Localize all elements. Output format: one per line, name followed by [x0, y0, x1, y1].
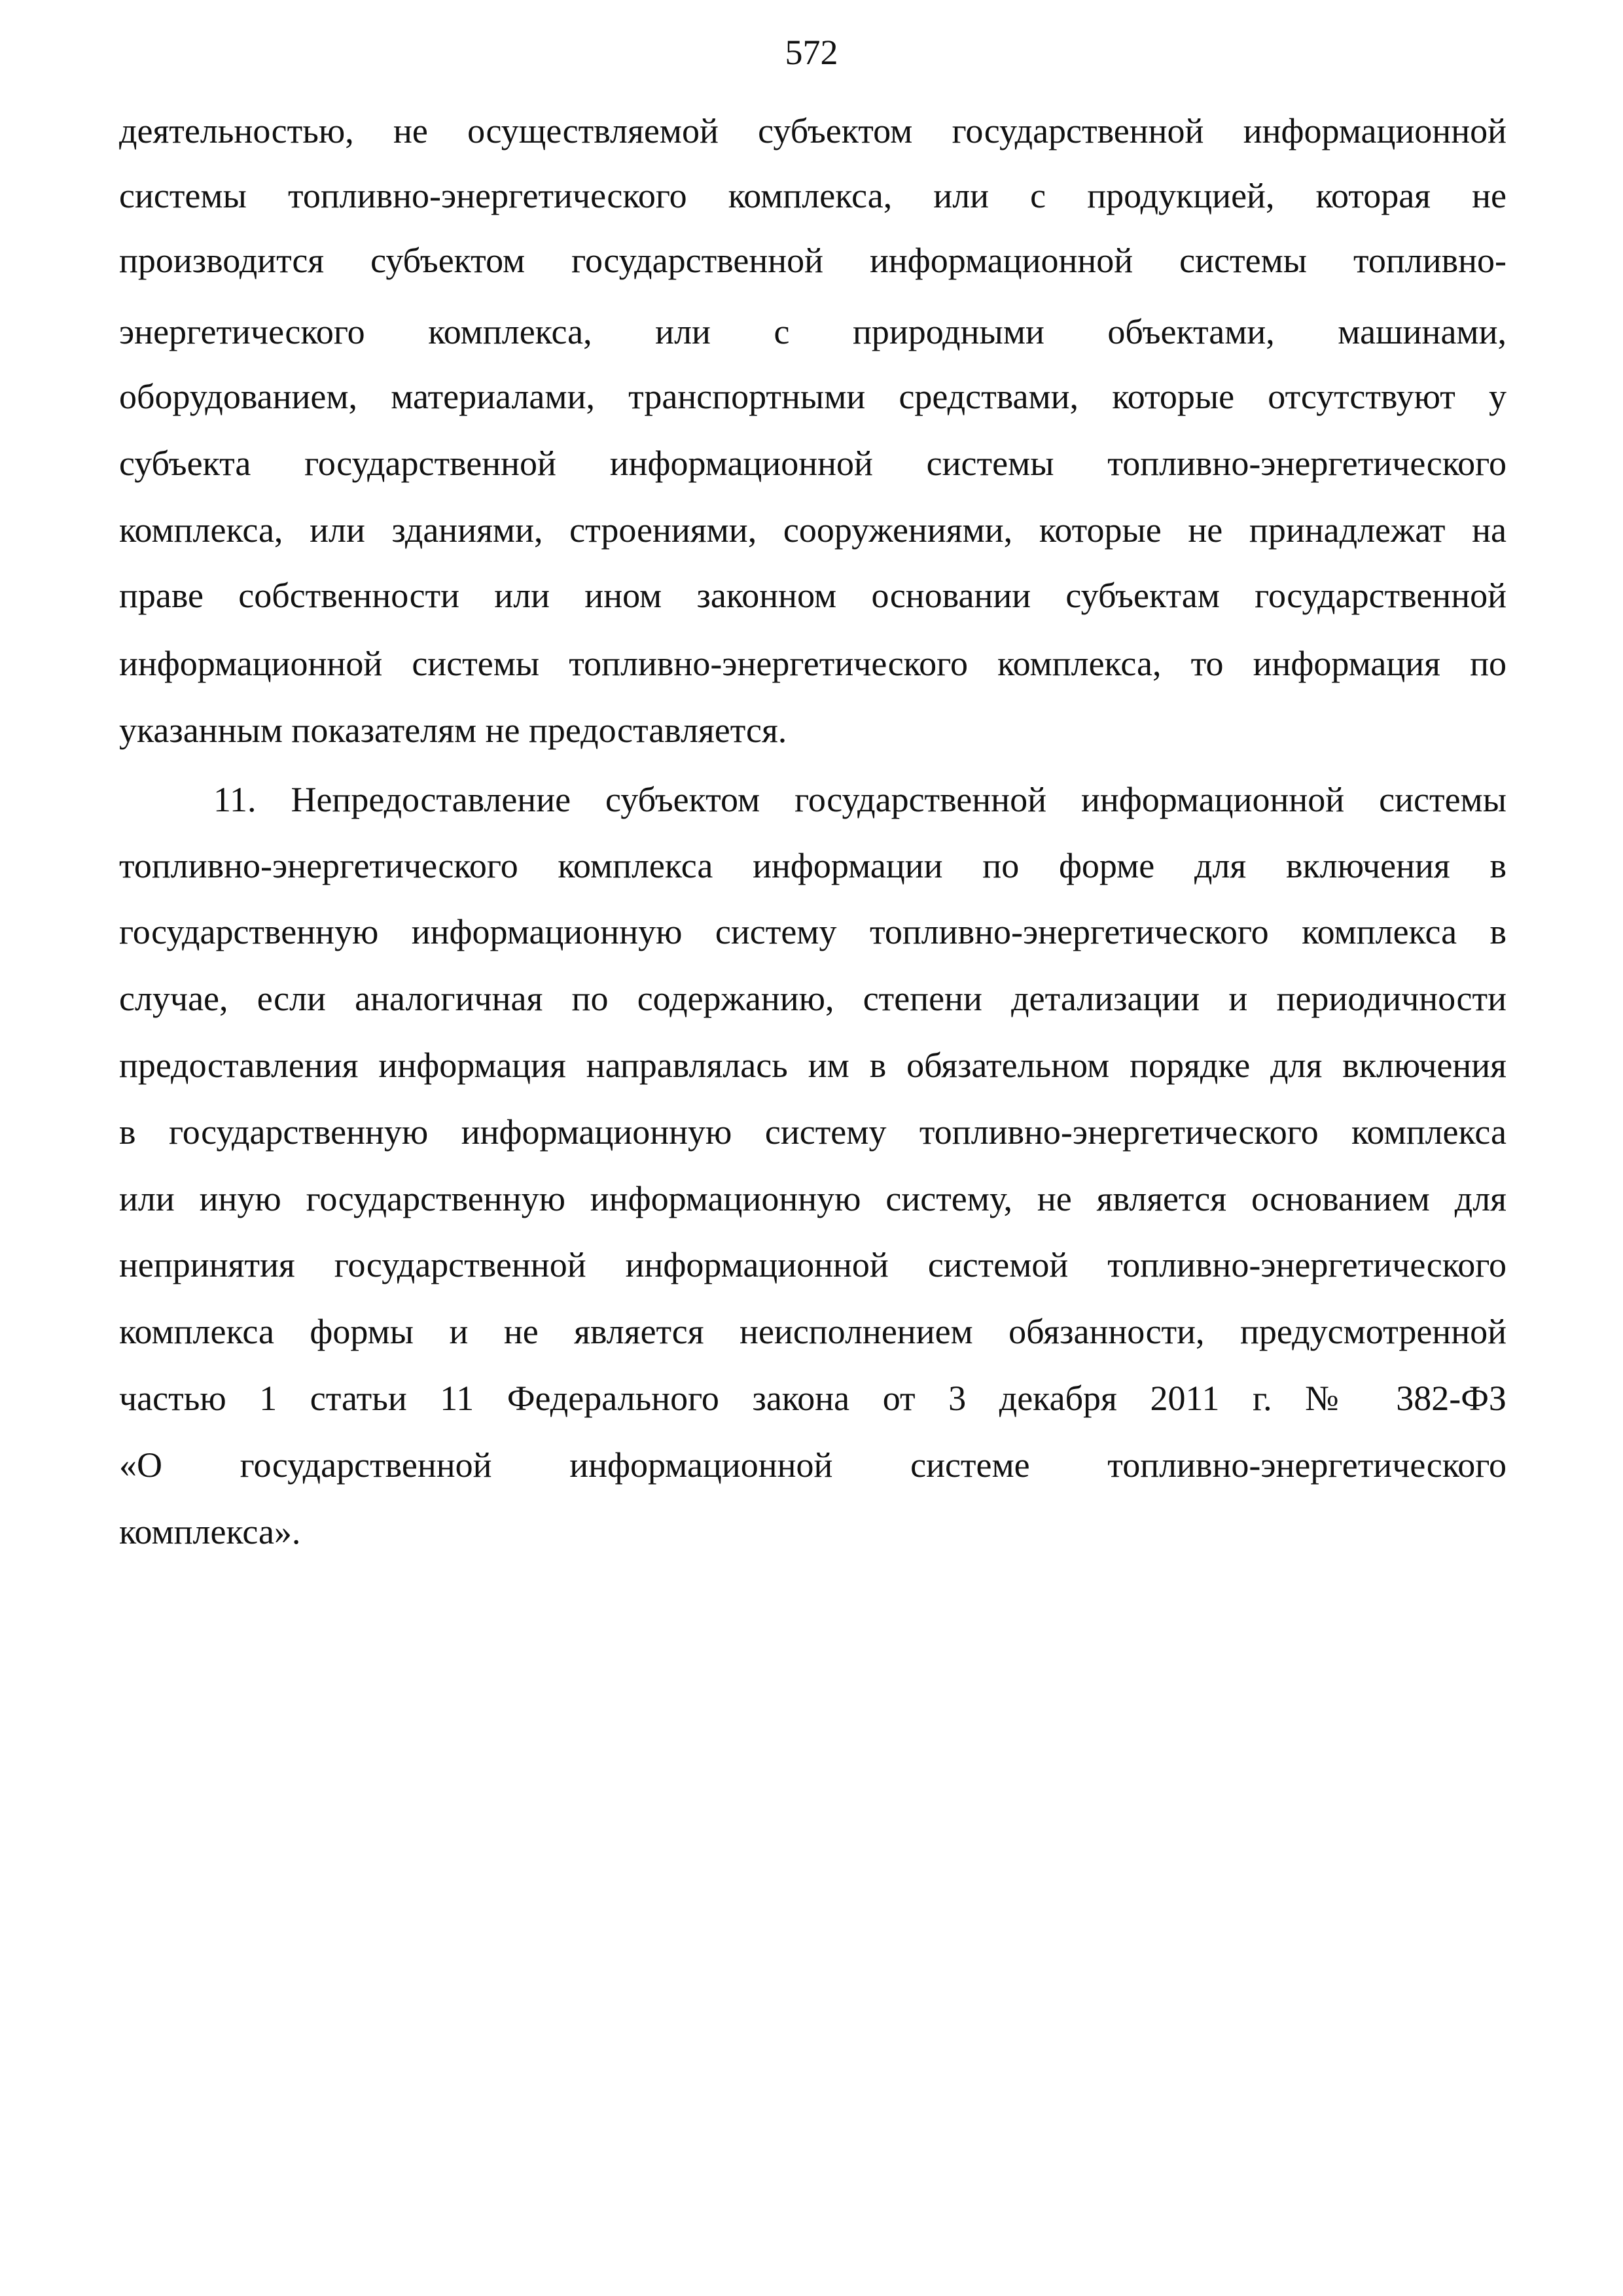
text-line: «О государственной информационной системе топливно-энергетического: [119, 1445, 1507, 1485]
text-line: частью 1 статьи 11 Федерального закона от 3 декабря 2011 г. № 382-ФЗ: [119, 1379, 1507, 1418]
text-line: субъекта государственной информационной системы топливно-энергетического: [119, 444, 1507, 483]
text-line: указанным показателям не предоставляется.: [119, 711, 787, 750]
text-line: комплекса формы и не является неисполнением обязанности, предусмотренной: [119, 1312, 1507, 1351]
text-line: топливно-энергетического комплекса информации по форме для включения в: [119, 846, 1507, 885]
text-line: 11. Непредоставление субъектом государственной информационной системы: [213, 780, 1507, 819]
text-line: производится субъектом государственной информационной системы топливно-: [119, 241, 1507, 280]
text-line: случае, если аналогичная по содержанию, степени детализации и периодичности: [119, 979, 1507, 1018]
page-number: 572: [785, 33, 838, 72]
text-line: государственную информационную систему топливно-энергетического комплекса в: [119, 912, 1507, 951]
text-line: оборудованием, материалами, транспортными средствами, которые отсутствуют у: [119, 377, 1507, 416]
text-line: энергетического комплекса, или с природными объектами, машинами,: [119, 312, 1507, 351]
text-line: комплекса, или зданиями, строениями, сооружениями, которые не принадлежат на: [119, 510, 1507, 550]
text-line: информационной системы топливно-энергетического комплекса, то информация по: [119, 644, 1507, 683]
text-line: системы топливно-энергетического комплекса, или с продукцией, которая не: [119, 176, 1507, 215]
text-line: непринятия государственной информационной системой топливно-энергетического: [119, 1245, 1507, 1284]
text-line: деятельностью, не осуществляемой субъектом государственной информационной: [119, 111, 1507, 150]
text-line: в государственную информационную систему топливно-энергетического комплекса: [119, 1112, 1507, 1152]
text-line: предоставления информация направлялась им в обязательном порядке для включения: [119, 1046, 1507, 1085]
text-line: комплекса».: [119, 1512, 301, 1551]
text-line: праве собственности или ином законном основании субъектам государственной: [119, 576, 1507, 615]
text-line: или иную государственную информационную систему, не является основанием для: [119, 1179, 1507, 1218]
